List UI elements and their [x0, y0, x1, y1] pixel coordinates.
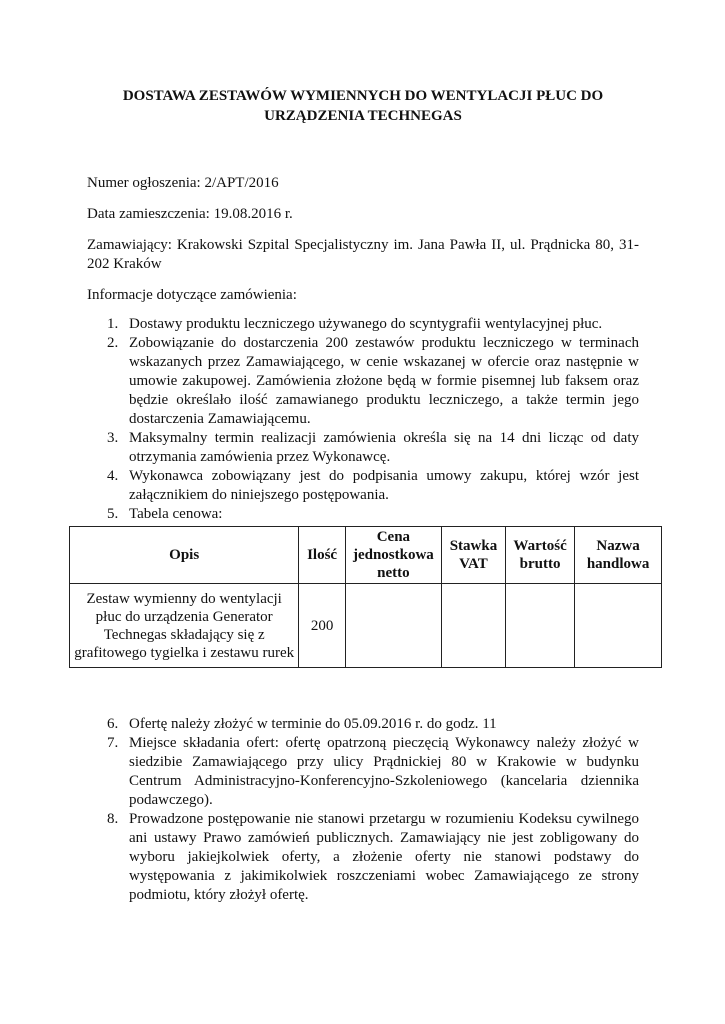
list-item-number: 2. — [107, 335, 119, 351]
table-header-row — [70, 527, 662, 584]
column-header-vat: Stawka VAT — [441, 527, 505, 584]
list-item-text: Tabela cenowa: — [129, 506, 223, 522]
cell-trade-name — [575, 584, 662, 668]
list-item — [87, 715, 639, 734]
list-item-number: 7. — [107, 735, 119, 751]
list-item — [87, 734, 639, 810]
table-row — [70, 584, 662, 668]
list-item — [87, 810, 639, 905]
list-item-number: 1. — [107, 316, 119, 332]
list-item — [87, 334, 639, 429]
list-item — [87, 429, 639, 467]
column-header-unit-price: Cena jednostkowa netto — [345, 527, 441, 584]
list-item — [87, 467, 639, 505]
cell-unit-price — [345, 584, 441, 668]
list-item-number: 8. — [107, 811, 119, 827]
column-header-description: Opis — [70, 527, 299, 584]
list-item-number: 4. — [107, 468, 119, 484]
submission-list — [87, 715, 639, 905]
requirements-list — [87, 315, 639, 524]
column-header-trade-name: Nazwa handlowa — [575, 527, 662, 584]
column-header-quantity: Ilość — [299, 527, 345, 584]
cell-vat — [441, 584, 505, 668]
publication-date: Data zamieszczenia: 19.08.2016 r. — [87, 206, 293, 222]
cell-quantity: 200 — [299, 584, 345, 668]
list-item-text: Ofertę należy złożyć w terminie do 05.09.2016 r. do godz. 11 — [129, 716, 497, 732]
list-item-text: Prowadzone postępowanie nie stanowi przetargu w rozumieniu Kodeksu cywilnego ani ustawy Prawo zamówień publicznych. Zamawiający nie jest zobligowany do wyboru jakiejkolwiek oferty, a złożenie oferty nie stanowi podstawy do występowania z jakimikolwiek roszczeniami wobec Zamawiającego ze strony podmiotu, który złożył ofertę. — [129, 811, 639, 903]
cell-gross-value — [505, 584, 574, 668]
list-item-text: Zobowiązanie do dostarczenia 200 zestawów produktu leczniczego w terminach wskazanych przez Zamawiającego, w cenie wskazanej w ofercie oraz następnie w umowie zakupowej. Zamówienia złożone będą w formie pisemnej lub faksem oraz będzie określało ilość zamawianego produktu leczniczego, a także termin jego dostarczenia Zamawiającemu. — [129, 335, 639, 427]
price-table — [69, 526, 662, 668]
orderer-info: Zamawiający: Krakowski Szpital Specjalistyczny im. Jana Pawła II, ul. Prądnicka 80, 31-202 Kraków — [87, 237, 639, 272]
list-item-number: 5. — [107, 506, 119, 522]
order-info-heading: Informacje dotyczące zamówienia: — [87, 287, 297, 303]
list-item-number: 3. — [107, 430, 119, 446]
list-item — [87, 505, 639, 524]
column-header-gross-value: Wartość brutto — [505, 527, 574, 584]
list-item — [87, 315, 639, 334]
document-page — [74, 86, 650, 903]
list-item-text: Maksymalny termin realizacji zamówienia określa się na 14 dni licząc od daty otrzymania zamówienia przez Wykonawcę. — [129, 430, 639, 465]
list-item-number: 6. — [107, 716, 119, 732]
list-item-text: Miejsce składania ofert: ofertę opatrzoną pieczęcią Wykonawcy należy złożyć w siedzibie Zamawiającego przy ulicy Prądnickiej 80 w Krakowie w budynku Centrum Administracyjno-Konferencyjno-Szkoleniowego (kancelaria dziennika podawczego). — [129, 735, 639, 808]
announcement-meta — [87, 174, 639, 305]
document-title: DOSTAWA ZESTAWÓW WYMIENNYCH DO WENTYLACJI PŁUC DO URZĄDZENIA TECHNEGAS — [122, 88, 604, 124]
list-item-text: Dostawy produktu leczniczego używanego do scyntygrafii wentylacyjnej płuc. — [129, 316, 603, 332]
cell-description: Zestaw wymienny do wentylacji płuc do urządzenia Generator Technegas składający się z grafitowego tygielka i zestawu rurek — [70, 584, 299, 668]
list-item-text: Wykonawca zobowiązany jest do podpisania umowy zakupu, której wzór jest załącznikiem do niniejszego postępowania. — [129, 468, 639, 503]
announcement-number: Numer ogłoszenia: 2/APT/2016 — [87, 175, 279, 191]
